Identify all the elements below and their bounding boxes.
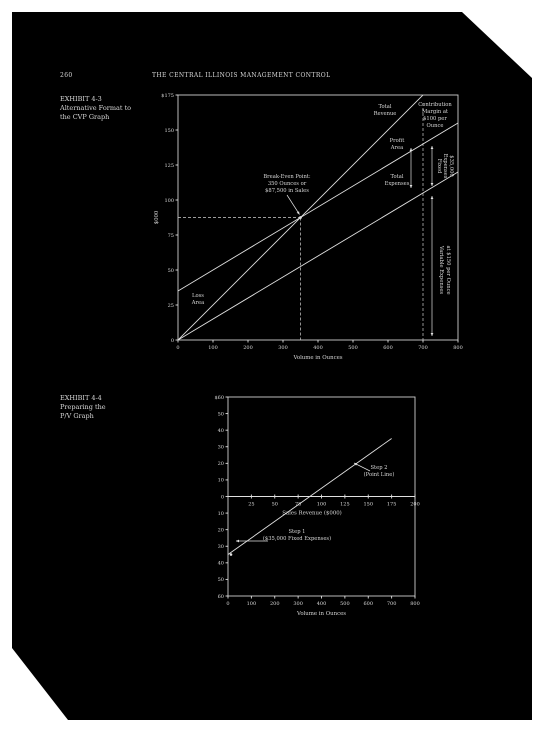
- break-even-point: [299, 216, 302, 219]
- label-contribution-3: $100 per: [423, 116, 447, 122]
- y-tick-label: 40: [217, 560, 224, 567]
- x-tick-label: 800: [410, 601, 420, 607]
- label-variable-expenses-2: at $150 per Ounce: [445, 245, 451, 295]
- page-number: 260: [60, 72, 73, 79]
- fixed-expense-point: [230, 553, 233, 556]
- x-tick-label: 0: [176, 345, 180, 351]
- fig2-caption-title-1: Preparing the: [60, 403, 106, 411]
- y-tick-label: 25: [167, 302, 174, 309]
- label-profit-area-2: Area: [390, 145, 404, 151]
- x-axis-title: Volume in Ounces: [293, 355, 343, 361]
- label-fixed-expenses-1: Fixed: [436, 158, 442, 174]
- mid-tick-label: 125: [340, 501, 350, 508]
- label-break-even-3: $87,500 in Sales: [265, 188, 309, 194]
- x-axis-title: Volume in Ounces: [296, 611, 347, 617]
- y-tick-label: 50: [217, 411, 224, 418]
- label-total-expenses-1: Total: [390, 174, 404, 180]
- y-tick-label: 0: [170, 337, 174, 344]
- mid-tick-label: 100: [316, 501, 327, 508]
- y-tick-label: 10: [217, 510, 224, 517]
- label-step1-1: Step 1: [288, 529, 306, 535]
- x-tick-label: 100: [208, 345, 218, 351]
- y-tick-label: 125: [164, 162, 174, 169]
- fig2-caption-title-2: P/V Graph: [60, 412, 94, 420]
- label-total-revenue-2: Revenue: [373, 111, 397, 117]
- x-tick-label: 600: [383, 345, 393, 351]
- x-tick-label: 500: [340, 601, 350, 607]
- running-head: THE CENTRAL ILLINOIS MANAGEMENT CONTROL: [152, 72, 331, 79]
- y-tick-label: 60: [217, 593, 224, 600]
- x-tick-label: 700: [386, 601, 397, 607]
- label-fixed-expenses-2: Expenses: [442, 153, 448, 179]
- label-fixed-expenses-3: $35,000: [448, 155, 454, 177]
- y-tick-label: $60: [214, 394, 224, 401]
- label-step2-2: (Point Line): [363, 472, 395, 478]
- label-step2-1: Step 2: [370, 465, 388, 471]
- y-tick-label: 30: [217, 444, 224, 451]
- label-contribution-2: Margin at: [421, 109, 449, 115]
- x-tick-label: 400: [313, 345, 323, 351]
- x-tick-label: 200: [243, 345, 253, 351]
- y-tick-label: 10: [217, 477, 224, 484]
- label-total-revenue-1: Total: [378, 104, 392, 110]
- fig2-caption-number: EXHIBIT 4-4: [60, 394, 102, 402]
- label-contribution-1: Contribution: [418, 102, 452, 108]
- y-tick-label: 150: [164, 127, 174, 134]
- label-variable-expenses-1: Variable Expenses: [438, 245, 444, 295]
- y-tick-label: 50: [217, 577, 224, 584]
- mid-tick-label: 75: [294, 501, 302, 508]
- fig1-caption-title-2: the CVP Graph: [60, 113, 110, 121]
- mid-tick-label: 25: [248, 501, 255, 508]
- y-tick-label: 50: [167, 267, 174, 274]
- x-tick-label: 200: [269, 601, 280, 607]
- x-tick-label: 400: [316, 601, 327, 607]
- y-axis-title: $000: [154, 210, 160, 225]
- label-step1-2: ($35,000 Fixed Expenses): [262, 536, 332, 542]
- mid-tick-label: 50: [271, 501, 278, 508]
- x-tick-label: 600: [363, 601, 374, 607]
- y-tick-label: 40: [217, 427, 224, 434]
- x-tick-label: 0: [226, 601, 230, 607]
- x-tick-label: 100: [246, 601, 257, 607]
- label-contribution-4: Ounce: [426, 123, 444, 129]
- x-tick-label: 500: [348, 345, 358, 351]
- y-tick-label: 100: [164, 197, 174, 204]
- y-tick-label: 75: [167, 232, 174, 239]
- label-loss-area-2: Area: [191, 300, 205, 306]
- mid-axis-title: Sales Revenue ($000): [282, 510, 342, 517]
- label-loss-area-1: Loss: [192, 293, 204, 299]
- x-tick-label: 300: [278, 345, 288, 351]
- x-tick-label: 300: [293, 601, 303, 607]
- mid-tick-label: 200: [410, 501, 420, 508]
- label-break-even-2: 350 Ounces or: [267, 181, 307, 187]
- mid-tick-label: 150: [363, 501, 374, 508]
- y-tick-label: 20: [217, 527, 224, 534]
- y-tick-label: 20: [217, 461, 224, 468]
- label-total-expenses-2: Expenses: [384, 181, 410, 187]
- fig1-caption-title-1: Alternative Format to: [60, 104, 132, 112]
- y-tick-label: 30: [217, 544, 224, 551]
- x-tick-label: 700: [418, 345, 428, 351]
- y-tick-label: $175: [161, 92, 174, 99]
- fig1-caption-number: EXHIBIT 4-3: [60, 95, 102, 103]
- x-tick-label: 800: [453, 345, 463, 351]
- label-break-even-1: Break-Even Point:: [263, 174, 311, 180]
- mid-tick-label: 175: [386, 501, 397, 508]
- y-tick-label: 0: [220, 494, 224, 501]
- label-profit-area-1: Profit: [389, 138, 405, 144]
